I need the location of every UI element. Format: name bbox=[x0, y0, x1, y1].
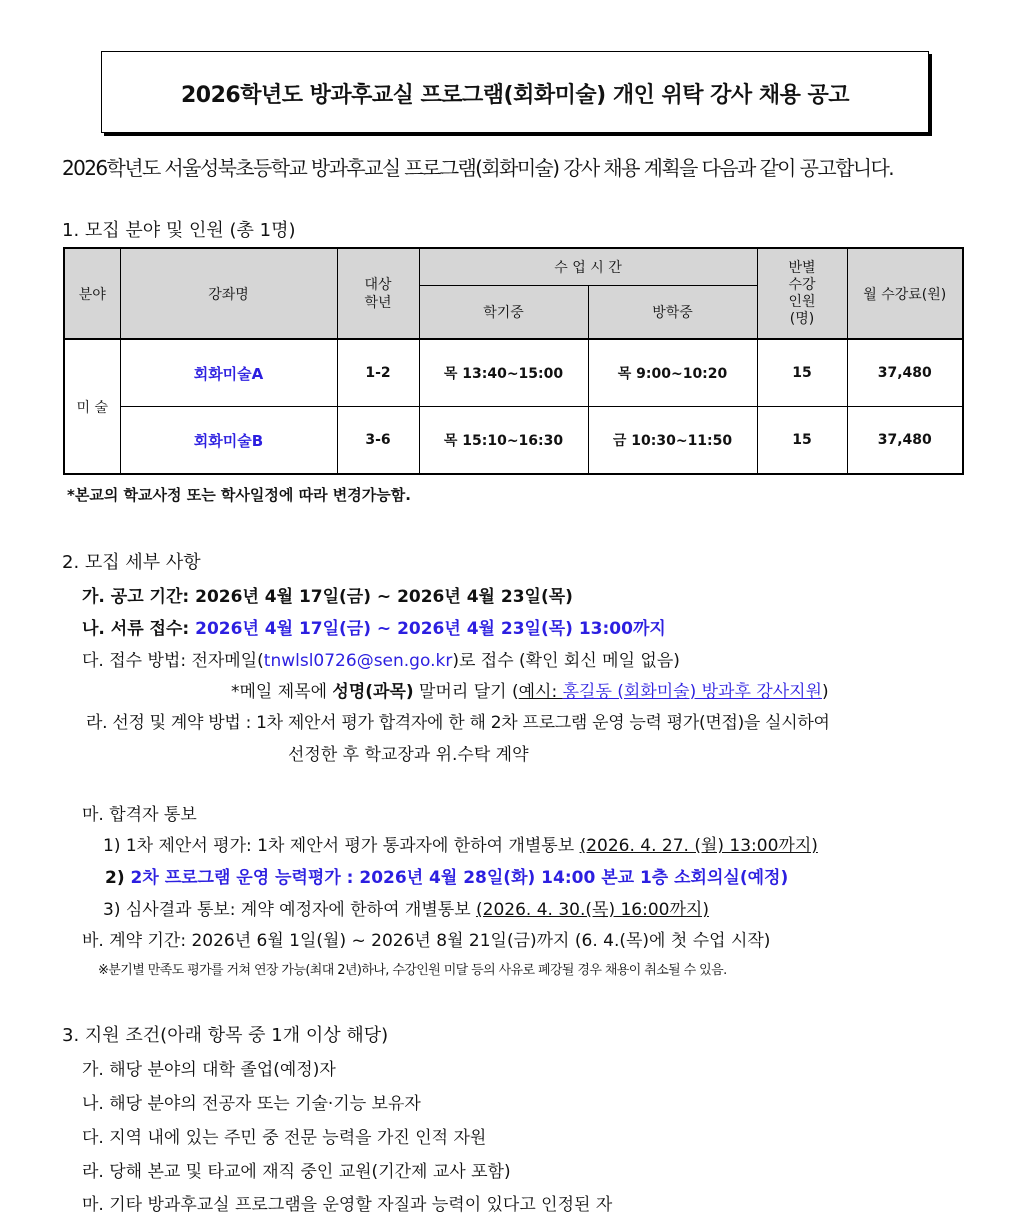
capacity-cell: 15 bbox=[757, 407, 847, 475]
section1-heading: 1. 모집 분야 및 인원 (총 1명) bbox=[62, 220, 296, 241]
notice1-date: (2026. 4. 27. (월) 13:00까지) bbox=[579, 836, 818, 856]
vacation-time-cell: 금 10:30~11:50 bbox=[588, 407, 757, 475]
subject-mid: 말머리 달기 ( bbox=[413, 682, 519, 702]
document-submission bbox=[82, 614, 666, 639]
result-notice-heading: 마. 합격자 통보 bbox=[82, 805, 197, 825]
header-grade: 대상 학년 bbox=[337, 248, 419, 339]
fee-cell: 37,480 bbox=[847, 407, 963, 475]
grade-cell: 1-2 bbox=[337, 339, 419, 407]
header-time: 수 업 시 간 bbox=[419, 248, 757, 286]
selection-method-line1: 라. 선정 및 계약 방법 : 1차 제안서 평가 합격자에 한 해 2차 프로그램 운영 능력 평가(면접)을 실시하여 bbox=[86, 713, 830, 733]
table-row bbox=[64, 339, 963, 407]
notice1-text: 1) 1차 제안서 평가: 1차 제안서 평가 통과자에 한하여 개별통보 bbox=[103, 836, 580, 856]
submission-method bbox=[82, 646, 680, 671]
page-title: 2026학년도 방과후교실 프로그램(회화미술) 개인 위탁 강사 채용 공고 bbox=[180, 83, 849, 108]
fee-cell: 37,480 bbox=[847, 339, 963, 407]
vacation-time-cell: 목 9:00~10:20 bbox=[588, 339, 757, 407]
email-link[interactable]: tnwlsl0726@sen.go.kr bbox=[263, 651, 453, 671]
table-note: *본교의 학교사정 또는 학사일정에 따라 변경가능함. bbox=[67, 486, 411, 504]
announce-period-value: 2026년 4월 17일(금) ~ 2026년 4월 23일(목) bbox=[195, 587, 573, 607]
notice2-num: 2) bbox=[105, 868, 131, 888]
condition-item: 라. 당해 본교 및 타교에 재직 중인 교원(기간제 교사 포함) bbox=[82, 1162, 511, 1182]
course-name: 회화미술B bbox=[193, 431, 264, 450]
header-course: 강좌명 bbox=[120, 248, 337, 339]
method-suffix: )로 접수 (확인 회신 메일 없음) bbox=[452, 651, 680, 671]
example-value: 홍길동 (회화미술) 방과후 강사지원 bbox=[562, 682, 822, 702]
announce-period bbox=[82, 582, 573, 607]
table-row bbox=[64, 407, 963, 475]
subject-bold: 성명(과목) bbox=[332, 682, 414, 702]
example-label: 예시: bbox=[518, 682, 563, 702]
header-field: 분야 bbox=[64, 248, 120, 339]
submission-label: 나. 서류 접수: bbox=[82, 619, 190, 639]
selection-method-line2: 선정한 후 학교장과 위.수탁 계약 bbox=[288, 745, 529, 765]
semester-time-cell: 목 15:10~16:30 bbox=[419, 407, 588, 475]
header-vacation: 방학중 bbox=[588, 286, 757, 340]
title-box bbox=[101, 51, 929, 133]
contract-note: ※분기별 만족도 평가를 거쳐 연장 가능(최대 2년)하나, 수강인원 미달 등의 사유로 폐강될 경우 채용이 취소될 수 있음. bbox=[98, 963, 727, 978]
header-fee: 월 수강료(원) bbox=[847, 248, 963, 339]
subject-prefix: *메일 제목에 bbox=[231, 682, 333, 702]
condition-item: 다. 지역 내에 있는 주민 중 전문 능력을 가진 인적 자원 bbox=[82, 1128, 487, 1148]
recruitment-table bbox=[63, 247, 964, 475]
result-notice-1 bbox=[103, 831, 818, 856]
condition-item: 가. 해당 분야의 대학 졸업(예정)자 bbox=[82, 1060, 336, 1080]
submission-value: 2026년 4월 17일(금) ~ 2026년 4월 23일(목) 13:00까지 bbox=[195, 619, 666, 639]
capacity-cell: 15 bbox=[757, 339, 847, 407]
condition-item: 마. 기타 방과후교실 프로그램을 운영할 자질과 능력이 있다고 인정된 자 bbox=[82, 1195, 613, 1215]
field-cell: 미 술 bbox=[64, 339, 120, 474]
header-capacity: 반별 수강 인원 (명) bbox=[757, 248, 847, 339]
notice3-date: (2026. 4. 30.(목) 16:00까지) bbox=[476, 900, 709, 920]
method-prefix: 다. 접수 방법: 전자메일( bbox=[82, 651, 264, 671]
result-notice-3 bbox=[103, 895, 709, 920]
intro-text: 2026학년도 서울성북초등학교 방과후교실 프로그램(회화미술) 강사 채용 계획을 다음과 같이 공고합니다. bbox=[62, 156, 893, 180]
section3-heading: 3. 지원 조건(아래 항목 중 1개 이상 해당) bbox=[62, 1025, 389, 1046]
contract-period: 바. 계약 기간: 2026년 6월 1일(월) ~ 2026년 8월 21일(금)까지 (6. 4.(목)에 첫 수업 시작) bbox=[82, 931, 771, 951]
subject-end: ) bbox=[822, 682, 829, 702]
result-notice-2 bbox=[105, 863, 788, 888]
semester-time-cell: 목 13:40~15:00 bbox=[419, 339, 588, 407]
course-name: 회화미술A bbox=[193, 364, 264, 383]
header-semester: 학기중 bbox=[419, 286, 588, 340]
mail-subject-note bbox=[231, 677, 829, 702]
condition-item: 나. 해당 분야의 전공자 또는 기술·기능 보유자 bbox=[82, 1094, 421, 1114]
announce-period-label: 가. 공고 기간: bbox=[82, 587, 190, 607]
section2-heading: 2. 모집 세부 사항 bbox=[62, 552, 201, 573]
notice2-text: 2차 프로그램 운영 능력평가 : 2026년 4월 28일(화) 14:00 본교 1층 소회의실(예정) bbox=[130, 868, 789, 888]
grade-cell: 3-6 bbox=[337, 407, 419, 475]
notice3-text: 3) 심사결과 통보: 계약 예정자에 한하여 개별통보 bbox=[103, 900, 477, 920]
